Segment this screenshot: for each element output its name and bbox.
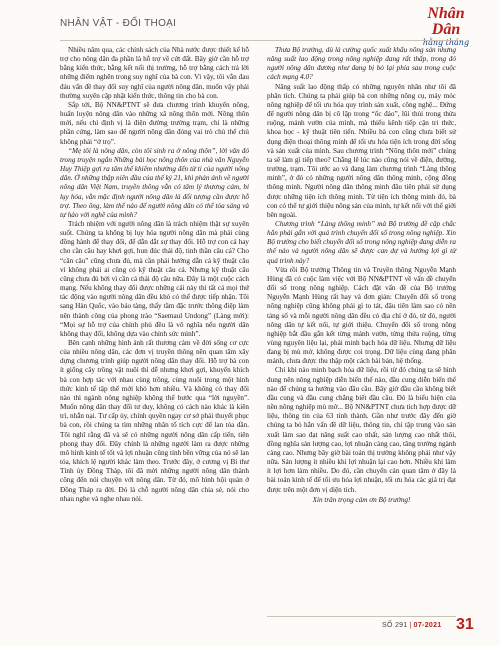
issue-info <box>382 622 441 629</box>
issue-date: 07-2021 <box>413 622 442 629</box>
paragraph: Bên cạnh những hình ảnh rất thương cảm về đời sống cơ cực của nhiều nông dân, các đơn vị truyền thông nên quan tâm xây dựng chương trình giúp người nông dân thay đổi. Hỗ trợ bà con ít giống cây trồng vật nuôi thì dễ nhưng khơi gợi, khuyến khích bà con hợp tác với nhau cùng trồng, cùng nuôi trong một hình thức kinh tế tập thể mới khó hơn nhiều. Và không có thay đổi nào thì ngành nông nghiệp không thể bước qua “lời nguyền”. Muốn nông dân thay đổi tư duy, không có cách nào khác là kiên trì, nhẫn nại. Tư cấp ủy, chính quyền ngay cơ sở phải thuyết phục bà con, rồi chúng ta tìm những nhân tố tích cực để lan tỏa dần. Tôi nghĩ rằng đã và sẽ có những người nông dân cấp tiến, tiên phong thay đổi. Đây chính là những người làm ra được những mô hình kinh tế tốt và lợi nhuận cũng tính bền vững của nó sẽ lan tỏa, khích lệ người khác làm theo. Trước đây, ở cương vị Bí thư Tỉnh ủy Đồng Tháp, tôi đã mời những người nông dân thành công đến nói chuyện với nông dân. Từ đó, mô hình hội quán ở Đồng Tháp ra đời. Đó là chỗ người nông dân chia sẻ, nói cho nhau nghe và nghe nhau nói. <box>60 339 249 503</box>
paragraph: Trách nhiệm với người nông dân là trách nhiệm thật sự xuyên suốt. Chúng ta không bị lụy hóa người nông dân mà phải cùng đồng hành để thay đổi, để dẫn dắt sự thay đổi. Hỗ trợ con cá hay cho cần câu hay khơi gợi, hun đúc thái độ, tinh thần câu cá? Cho “cần câu” cũng chưa đủ, mà cần phải hướng dẫn cả kỹ thuật câu vì không phải ai cũng có kỹ thuật câu cá. Nhưng kỹ thuật câu cũng chưa đủ bởi vì cần cả thái độ câu nữa. Đây là một cuộc cách mạng. Nếu không thay đổi được những cái này thì tất cả mọi thứ tác động vào người nông dân đều khó có thể được tiếp nhận. Tôi sang Hàn Quốc, vào bảo tàng, thấy tầm đặc trước thông điệp làm nên thành công của phong trào “Saemaul Undong” (Làng mới): “Mọi sự hỗ trợ của chính phủ đều là vô nghĩa nếu người dân không thay đổi, không dựa vào chính sức mình”. <box>60 219 249 338</box>
paragraph: Nhiều năm qua, các chính sách của Nhà nước được thiết kế hỗ trợ cho nông dân đa phần là hỗ trợ về cứt đất. Bây giờ cần hỗ trợ bằng kiến thức, bằng kết nối thị trường, hỗ trợ bằng cách trả lời những điểm nghẽn trong suy nghĩ của bà con. Vì vậy, tôi vẫn đau đáu vấn đề thay đổi suy nghĩ của người nông dân, muốn vậy phải thường xuyên cập nhật kiến thức, thông tin cho bà con. <box>60 46 249 100</box>
page-footer <box>0 608 500 638</box>
right-column <box>267 46 456 505</box>
section-label: NHÂN VẬT - ĐỐI THOẠI <box>60 18 177 29</box>
interview-question: “Mẹ tôi là nông dân, còn tôi sinh ra ở nông thôn”, lời văn đó trong truyện ngắn Những bài học nông thôn của nhà văn Nguyễn Huy Thiệp gợi ra tâm thế khiêm nhường đến từ ti của người nông dân. Ở những thập niên đầu của thế kỷ 21, khi phản ánh về người nông dân Việt Nam, truyền thông vẫn có tâm lý thương cảm, bi lụy hóa, vẫn mặc định người nông dân là đối tượng cần được hỗ trợ. Theo ông, làm thế nào để người nông dân có thể tỏa sáng và tự hào với nghề của mình? <box>60 146 249 219</box>
separator: | <box>409 622 412 629</box>
logo-name: Nhân Dân <box>427 5 465 38</box>
interview-question: Thưa Bộ trưởng, dù là cường quốc xuất khẩu nông sản nhưng năng suất lao động trong nông nghiệp đang rất thấp, trong đó người nông dân đương như đang bị bỏ lại phía sau trong cuộc cách mạng 4.0? <box>267 46 456 82</box>
issue-number: SỐ 291 <box>382 622 408 629</box>
paragraph: Chỉ khi nào minh bạch hóa dữ liệu, rồi từ đó chúng ta sẽ hình dung nên nông nghiệp diễn biến thế nào, đầu cung diễn biến thế nào để chúng ta hướng vào đầu cầu. Bây giờ đầu cầu không biết đầu cung và đầu cung chẳng biết đầu cầu. Đó là biểu hiện của nền nông nghiệp mù mờ... Bộ NN&PTNT chưa tích hợp được dữ liệu, thông tin của 63 tỉnh thành. Gần như trước đây đến giờ chúng ta bỏ hẳn vấn đề dữ liệu, thông tin, chỉ tập trung vào sản xuất làm sao đạt năng suất cao nhất, sản lượng cao nhất thôi, đồng nghĩa sản lượng cao, lợi nhuận càng cao, tăng trưởng ngành càng cao. Nhưng bây giờ bài toán thị trường không phải như vậy nữa. Sản lượng ít nhiều khi lợi nhuận lại cao hơn. Nhiều khi làm ít lợi hơn làm nhiều. Do đó, cần chuyển cán quan tâm ở đây là bài toán kinh tế để tối ưu hóa lợi nhuận, tối ưu hóa các giá trị đạt được trên một đơn vị diện tích. <box>267 366 456 494</box>
closing-line: Xin trân trọng cảm ơn Bộ trưởng! <box>312 495 411 504</box>
paragraph: Năng suất lao động thấp có những nguyên nhân như tôi đã phân tích. Chúng ta phải giúp bà con những nông cụ, máy móc nông nghiệp để tối ưu hóa quy trình sản xuất, công nghệ... Đứng để người nông dân bị cô lập trong “ốc đảo”, lũi thủi trong thửa ruộng, mảnh vườn của mình, mà thiếu kênh tiếp cận tri thức, khoa học - kỹ thuật tiên tiến. Nhiều bà con cũng chưa biết sử dụng điện thoại thông minh để tối ưu hóa tiện ích trong đời sống và sản xuất của mình. Sau chương trình “Nông thôn mới” chúng ta sẽ làm gì tiếp theo? Chẳng lẽ lúc nào cũng nói về điện, đường, trường, trạm. Tôi ước ao và đang làm chương trình “Làng thông minh”, ở đó có những người nông dân thông minh, cộng đồng thông minh. Người nông dân thông minh đâu tiên phải sử dụng được những tiện ích thông minh. Từ tiện ích thông minh đó, bà con có thể tự giới thiệu nông sản của mình, tự kết nối với thế giới bên ngoài. <box>267 82 456 219</box>
paragraph: Sắp tới, Bộ NN&PTNT sẽ đưa chương trình khuyến nông, huấn luyện nông dân vào những xã nông thôn mới. Nông thôn mới, nếu chỉ định vị là điện đường trường trạm, chỉ là những phần cứng, làm sao để người nông dân đóng vai trò chủ thể chủ không phải “ở trọ”. <box>60 100 249 146</box>
page-number: 31 <box>456 616 474 633</box>
left-column <box>60 46 249 504</box>
header-divider <box>60 40 456 41</box>
footer-divider <box>267 616 456 617</box>
interview-question: Chương trình “Làng thông minh” mà Bộ trưởng đề cập chắc hẳn phải gắn với quá trình chuyển đổi số trong nông nghiệp. Xin Bộ trưởng cho biết chuyển đổi số trong nông nghiệp đang diễn ra thế nào và người nông dân sẽ được can dự và hưởng lợi gì từ quá trình này? <box>267 219 456 265</box>
page-header <box>0 0 500 47</box>
logo-subtitle: hằng tháng <box>422 38 470 47</box>
publication-logo <box>418 5 474 47</box>
paragraph: Vừa rồi Bộ trưởng Thông tin và Truyền thông Nguyễn Mạnh Hùng đã có cuộc làm việc với Bộ NN&PTNT về vấn đề chuyển đổi số trong nông nghiệp. Cách đặt vấn đề của Bộ trưởng Nguyễn Mạnh Hùng rất hay và đơn giản: Chuyển đổi số trong nông nghiệp cũng không phải gì to tát, đâu tiên làm sao có nền tảng số và mỗi người nông dân đều có địa chỉ ở đó, từ đó, người nông dân tự kết nối, tự giới thiệu. Chuyển đổi số trong nông nghiệp bắt đầu gắn kết từng mảnh vườn, từng thửa ruộng, từng vùng nguyên liệu lại, phải minh bạch hóa dữ liệu. Nhưng dữ liệu đang bị mù mờ, không được coi trọng. Dữ liệu cùng đang phân mảnh, chưa được thu thập một cách bài bản, hệ thống. <box>267 265 456 366</box>
